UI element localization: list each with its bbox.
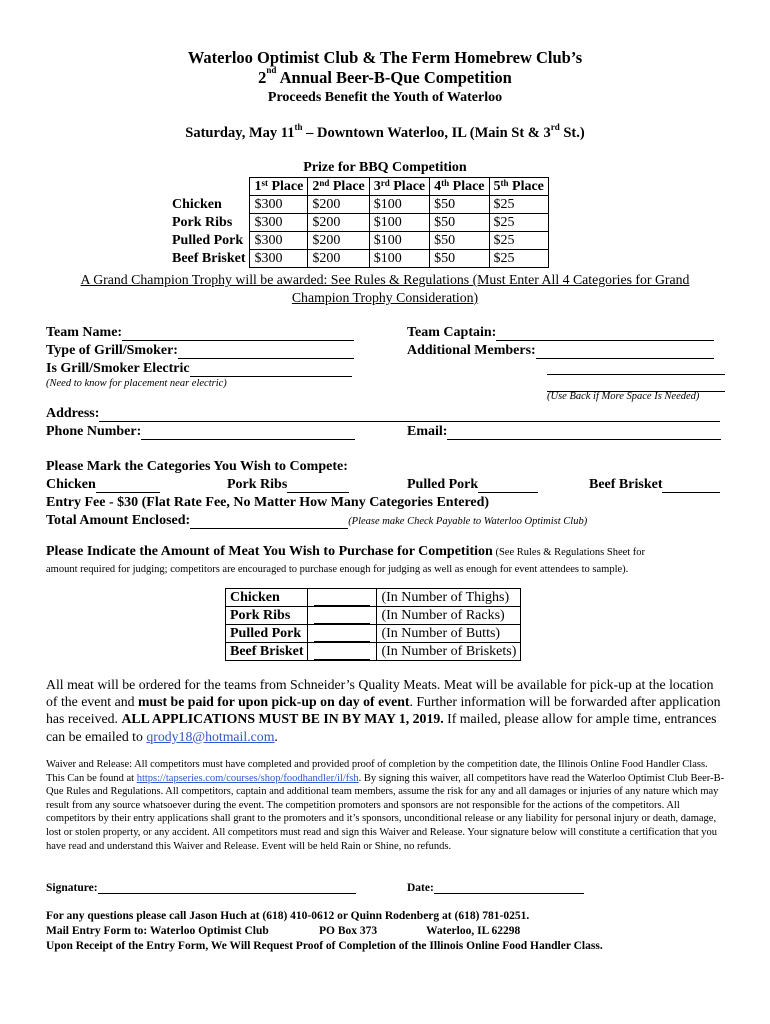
team-captain-field[interactable] <box>407 325 714 341</box>
phone-label: Phone Number: <box>46 424 142 439</box>
meat-unit: (In Number of Briskets) <box>377 643 521 661</box>
meat-row <box>226 607 521 625</box>
category-pulled-pork[interactable] <box>407 477 538 493</box>
meat-quantity-cell[interactable] <box>308 607 377 625</box>
edition-suffix: nd <box>266 65 277 75</box>
waiver-text-2: . By signing this waiver, all competitors have read the Waterloo Optimist Club Beer-B-Que Rules and Regulations. All competitors, captain and additional team members, assume the risk for any and all damages or injuries of any nature which may result from any source whatsoever during the event. The competition promoters and sponsors are not responsible for the actions of the competitors. All competitors by their entry applications shall grant to the promoters and it’s sponsors, unconditional release or any liability for personal injury or death, damage, lost or stolen property, or any accident. All competitors must read and sign this Waiver and Release. Your signature below will constitute a certification that you have read and understand this Waiver and Release. Event will be held Rain or Shine, no refunds. <box>46 772 725 852</box>
additional-members-line-3[interactable] <box>547 378 725 392</box>
categories-heading: Please Mark the Categories You Wish to Compete: <box>46 459 348 474</box>
meat-quantity-cell[interactable] <box>308 643 377 661</box>
food-handler-link[interactable]: https://tapseries.com/courses/shop/foodhandler/il/fsh <box>136 772 359 784</box>
meat-quantity-input[interactable] <box>314 610 370 624</box>
meat-label: Chicken <box>226 589 308 607</box>
prize-corner-cell <box>168 178 250 196</box>
prize-cell: $200 <box>308 250 369 268</box>
deadline-text: ALL APPLICATIONS MUST BE IN BY MAY 1, 2019. <box>121 711 444 727</box>
check-payable-note: (Please make Check Payable to Waterloo Optimist Club) <box>348 516 588 527</box>
meat-quantity-input[interactable] <box>314 592 370 606</box>
prize-table <box>168 177 549 268</box>
category-label: Pork Ribs <box>227 477 288 492</box>
prize-cell: $100 <box>369 232 429 250</box>
prize-cell: $25 <box>489 214 548 232</box>
additional-members-label: Additional Members: <box>407 343 536 358</box>
category-mark-line[interactable] <box>478 479 538 493</box>
additional-members-line-2[interactable] <box>547 361 725 375</box>
prize-cell: $200 <box>308 232 369 250</box>
proof-of-completion-note: Upon Receipt of the Entry Form, We Will Request Proof of Completion of the Illinois Online Food Handler Class. <box>46 940 603 952</box>
meat-quantity-input[interactable] <box>314 646 370 660</box>
grill-type-input[interactable] <box>178 345 354 359</box>
prize-row-label: Chicken <box>172 197 222 212</box>
place-header: 5th Place <box>489 178 548 196</box>
category-pork-ribs[interactable] <box>227 477 349 493</box>
prize-row <box>168 214 548 232</box>
period: . <box>274 728 278 744</box>
team-captain-label: Team Captain: <box>407 325 497 340</box>
place-header: 1st Place <box>250 178 308 196</box>
prize-cell: $100 <box>369 250 429 268</box>
place-header: 4th Place <box>430 178 489 196</box>
phone-field[interactable] <box>46 424 355 440</box>
team-name-input[interactable] <box>122 327 354 341</box>
prize-cell: $100 <box>369 214 429 232</box>
grill-type-label: Type of Grill/Smoker: <box>46 343 178 358</box>
prize-cell: $25 <box>489 232 548 250</box>
address-label: Address: <box>46 406 100 421</box>
back-note: (Use Back if More Space Is Needed) <box>547 391 700 402</box>
questions-contact: For any questions please call Jason Huch at (618) 410-0612 or Quinn Rodenberg at (618) 781-0251. <box>46 910 530 922</box>
category-label: Pulled Pork <box>407 477 479 492</box>
prize-cell: $200 <box>308 196 369 214</box>
grand-champion-line1: A Grand Champion Trophy will be awarded: See Rules & Regulations (Must Enter All 4 Categories for Grand <box>80 272 690 287</box>
meat-unit: (In Number of Thighs) <box>377 589 521 607</box>
meat-label: Beef Brisket <box>226 643 308 661</box>
additional-members-input[interactable] <box>536 345 714 359</box>
waiver-paragraph <box>46 758 726 853</box>
prize-row-label: Pork Ribs <box>172 215 233 230</box>
signature-label: Signature: <box>46 882 98 894</box>
place-header: 2nd Place <box>308 178 369 196</box>
prize-row <box>168 196 548 214</box>
grand-champion-line2: Champion Trophy Consideration) <box>291 290 479 305</box>
category-beef-brisket[interactable] <box>589 477 720 493</box>
meat-quantity-input[interactable] <box>314 628 370 642</box>
category-chicken[interactable] <box>46 477 160 493</box>
meat-note-line1: (See Rules & Regulations Sheet for <box>492 547 646 558</box>
prize-row-label: Pulled Pork <box>172 233 244 248</box>
grill-electric-field[interactable] <box>46 361 352 377</box>
location-text: – Downtown Waterloo, IL (Main St & 3 <box>302 125 551 141</box>
contact-email-link[interactable]: qrody18@hotmail.com <box>146 728 275 744</box>
additional-members-field[interactable] <box>407 343 714 359</box>
meat-info-paragraph <box>46 676 724 745</box>
location-end: St.) <box>559 125 585 141</box>
prize-cell: $50 <box>430 232 489 250</box>
prize-cell: $300 <box>250 214 308 232</box>
email-input[interactable] <box>447 426 721 440</box>
prize-cell: $200 <box>308 214 369 232</box>
prize-row-label: Beef Brisket <box>172 251 246 266</box>
prize-cell: $300 <box>250 232 308 250</box>
mail-to-po-box: PO Box 373 <box>319 925 378 937</box>
address-input[interactable] <box>99 408 720 422</box>
team-name-label: Team Name: <box>46 325 123 340</box>
grill-electric-label: Is Grill/Smoker Electric <box>46 361 190 376</box>
meat-row <box>226 589 521 607</box>
date-input[interactable] <box>434 880 584 894</box>
prize-cell: $25 <box>489 250 548 268</box>
mail-to-name: Mail Entry Form to: Waterloo Optimist Club <box>46 925 269 937</box>
prize-cell: $300 <box>250 250 308 268</box>
place-header: 3rd Place <box>369 178 429 196</box>
date-suffix: th <box>294 122 303 132</box>
total-amount-input[interactable] <box>190 515 348 529</box>
team-name-field[interactable] <box>46 325 354 341</box>
meat-info-text-3: If mailed, please allow for ample time, entrances can be emailed to <box>46 711 717 744</box>
meat-unit: (In Number of Butts) <box>377 625 521 643</box>
date-label: Date: <box>407 882 434 894</box>
grill-type-field[interactable] <box>46 343 354 359</box>
competition-name: Annual Beer-B-Que Competition <box>276 68 512 87</box>
grill-electric-input[interactable] <box>190 363 352 377</box>
header-subtitle: Proceeds Benefit the Youth of Waterloo <box>267 90 503 105</box>
entry-fee: Entry Fee - $30 (Flat Rate Fee, No Matter How Many Categories Entered) <box>46 495 490 510</box>
meat-unit: (In Number of Racks) <box>377 607 521 625</box>
signature-input[interactable] <box>98 880 356 894</box>
date-text: Saturday, May 11 <box>185 125 295 141</box>
meat-info-text: All meat will be ordered for the teams from Schneider’s Quality Meats. Meat will be available for pick-up at the location of the event and <box>46 677 714 710</box>
prize-caption: Prize for BBQ Competition <box>303 160 467 175</box>
meat-heading: Please Indicate the Amount of Meat You Wish to Purchase for Competition <box>46 544 493 559</box>
meat-row <box>226 625 521 643</box>
prize-cell: $50 <box>430 196 489 214</box>
date-field[interactable] <box>407 880 584 894</box>
email-label: Email: <box>407 424 448 439</box>
mail-to-city: Waterloo, IL 62298 <box>426 925 521 937</box>
meat-heading-block <box>46 544 736 578</box>
meat-table <box>225 588 521 661</box>
waiver-text: Waiver and Release: All competitors must have completed and provided proof of completion by the competition date, the Illinois Online Food Handler Class. This Can be found at <box>46 759 708 784</box>
meat-label: Pork Ribs <box>226 607 308 625</box>
category-label: Beef Brisket <box>589 477 663 492</box>
prize-header-row <box>168 178 548 196</box>
header-title-line2 <box>0 65 770 88</box>
prize-cell: $50 <box>430 250 489 268</box>
meat-quantity-cell[interactable] <box>308 589 377 607</box>
prize-cell: $300 <box>250 196 308 214</box>
prize-cell: $50 <box>430 214 489 232</box>
category-mark-line[interactable] <box>662 479 720 493</box>
edition-number: 2 <box>258 68 267 87</box>
electric-note: (Need to know for placement near electric) <box>46 378 227 389</box>
prize-row <box>168 232 548 250</box>
meat-label: Pulled Pork <box>226 625 308 643</box>
meat-quantity-cell[interactable] <box>308 625 377 643</box>
phone-input[interactable] <box>141 426 355 440</box>
prize-cell: $25 <box>489 196 548 214</box>
pay-on-pickup-text: must be paid for upon pick-up on day of event <box>137 694 410 710</box>
event-date-location <box>0 122 770 142</box>
total-amount-field[interactable] <box>46 513 587 529</box>
category-label: Chicken <box>46 477 96 492</box>
prize-cell: $100 <box>369 196 429 214</box>
meat-note-line2: amount required for judging; competitors are encouraged to purchase enough for judging as well as enough for event attendees to sample). <box>46 564 629 575</box>
street-suffix: rd <box>550 122 560 132</box>
team-captain-input[interactable] <box>496 327 714 341</box>
meat-row <box>226 643 521 661</box>
meat-info-text-2: . Further information will be forwarded after application has received. <box>46 694 721 727</box>
prize-row <box>168 250 548 268</box>
grand-champion-note <box>40 271 730 307</box>
email-field[interactable] <box>407 424 721 440</box>
category-mark-line[interactable] <box>96 479 160 493</box>
category-mark-line[interactable] <box>287 479 349 493</box>
signature-field[interactable] <box>46 880 356 894</box>
address-field[interactable] <box>46 406 720 422</box>
total-amount-label: Total Amount Enclosed: <box>46 513 191 528</box>
header-title-line1: Waterloo Optimist Club & The Ferm Homebrew Club’s <box>187 48 583 67</box>
